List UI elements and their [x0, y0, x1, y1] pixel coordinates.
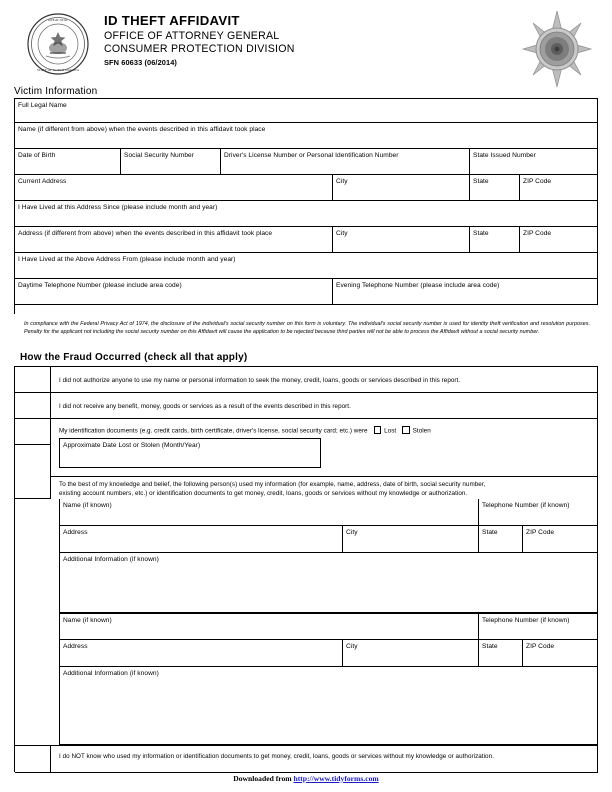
svg-text:STATE OF NORTH DAKOTA: STATE OF NORTH DAKOTA [36, 68, 80, 72]
label-current-zip: ZIP Code [523, 177, 552, 185]
field-lived-at-above-address-from[interactable] [15, 253, 598, 279]
label-approximate-date-lost-or-stolen: Approximate Date Lost or Stolen (Month/Year) [63, 441, 201, 449]
statement-2-cell [51, 393, 598, 419]
person-2-field-state[interactable] [479, 640, 523, 667]
label-current-city: City [336, 177, 348, 185]
label-lost: Lost [384, 427, 397, 435]
statement-5-text: I do NOT know who used my information or identification documents to get money, credit, loans, goods or services without my knowledge or authorization. [59, 753, 494, 760]
statement-3-label: My identification documents (e.g. credit cards, birth certificate, driver's license, social security card; etc.) were [59, 427, 368, 435]
statement-4-line-2: existing account numbers, etc.) or identification documents to get money, credit, loans, goods or services without my knowledge or authorization. [59, 490, 468, 497]
label-person-1-state: State [482, 528, 498, 536]
label-full-legal-name: Full Legal Name [18, 101, 67, 109]
statement-4-cell [51, 477, 598, 499]
label-person-1-additional-information: Additional Information (if known) [63, 555, 159, 563]
field-lived-at-address-since[interactable] [15, 201, 598, 227]
statement-1-text: I did not authorize anyone to use my name or personal information to seek the money, credit, loans, goods or services described in this report. [59, 377, 461, 384]
label-state-issued-number: State Issued Number [473, 151, 536, 159]
field-current-address[interactable] [15, 175, 333, 201]
person-2-field-additional-information[interactable] [59, 667, 598, 745]
label-person-1-city: City [346, 528, 358, 536]
field-daytime-telephone[interactable] [15, 279, 333, 305]
label-person-2-address: Address [63, 642, 88, 650]
field-current-city[interactable] [333, 175, 470, 201]
label-current-state: State [473, 177, 489, 185]
header-title-block [104, 14, 504, 68]
label-lived-at-above-address-from: I Have Lived at the Above Address From (please include month and year) [18, 255, 236, 263]
form-number: SFN 60633 (06/2014) [104, 58, 177, 67]
label-person-2-name: Name (if known) [63, 616, 112, 624]
field-approximate-date-lost-or-stolen[interactable] [59, 438, 321, 468]
checkbox-cell-statement-4[interactable] [15, 477, 51, 499]
page-title: ID THEFT AFFIDAVIT [104, 13, 240, 28]
footer-prefix: Downloaded from [233, 774, 294, 783]
footer-attribution [0, 774, 612, 783]
label-person-2-zip: ZIP Code [526, 642, 555, 650]
label-alternate-address: Address (if different from above) when the events described in this affidavit took place [18, 229, 273, 237]
label-person-2-state: State [482, 642, 498, 650]
checkbox-stolen[interactable] [402, 426, 410, 434]
statement-5-cell [51, 745, 598, 773]
field-social-security-number[interactable] [121, 149, 221, 175]
label-alternate-state: State [473, 229, 489, 237]
label-social-security-number: Social Security Number [124, 151, 194, 159]
privacy-act-notice: In compliance with the Federal Privacy Act of 1974, the disclosure of the individual's social security number on this form is voluntary. The individual's social security number is used for identity theft verification and resolution purposes. Penalty for the applicant not including the social security number on this Affidavit will cause the application to be rejected because third parties will not be able to process the Affidavit without a social security number. [24, 321, 590, 336]
statement-3-cell [51, 419, 598, 477]
checkbox-cell-statement-3-spacer [15, 445, 51, 477]
document-header [0, 0, 612, 86]
person-2-field-zip[interactable] [523, 640, 598, 667]
checkbox-cell-statement-1[interactable] [15, 367, 51, 393]
field-alternate-name[interactable] [15, 123, 598, 149]
checkbox-lost[interactable] [374, 426, 382, 434]
person-2-field-name[interactable] [59, 613, 479, 640]
svg-text:GREAT SEAL: GREAT SEAL [47, 18, 69, 22]
footer-url[interactable]: http://www.tidyforms.com [293, 774, 379, 783]
label-alternate-name: Name (if different from above) when the events described in this affidavit took place [18, 125, 266, 133]
person-1-field-state[interactable] [479, 526, 523, 553]
field-alternate-zip[interactable] [520, 227, 598, 253]
person-1-field-additional-information[interactable] [59, 553, 598, 613]
label-evening-telephone: Evening Telephone Number (please include area code) [336, 281, 500, 289]
agency-line-1: OFFICE OF ATTORNEY GENERAL [104, 30, 280, 42]
label-person-1-telephone: Telephone Number (if known) [482, 501, 570, 509]
field-current-zip[interactable] [520, 175, 598, 201]
field-date-of-birth[interactable] [15, 149, 121, 175]
label-alternate-city: City [336, 229, 348, 237]
state-seal-icon [26, 12, 90, 76]
checkbox-cell-statement-5[interactable] [15, 745, 51, 773]
fraud-occurrence-table [14, 366, 598, 772]
checkbox-cell-statement-3[interactable] [15, 419, 51, 445]
person-2-field-city[interactable] [343, 640, 479, 667]
person-1-field-zip[interactable] [523, 526, 598, 553]
label-person-1-zip: ZIP Code [526, 528, 555, 536]
field-drivers-license-number[interactable] [221, 149, 470, 175]
label-daytime-telephone: Daytime Telephone Number (please include area code) [18, 281, 182, 289]
field-alternate-state[interactable] [470, 227, 520, 253]
label-lived-at-address-since: I Have Lived at this Address Since (please include month and year) [18, 203, 218, 211]
label-person-2-telephone: Telephone Number (if known) [482, 616, 570, 624]
agency-line-2: CONSUMER PROTECTION DIVISION [104, 43, 295, 55]
label-current-address: Current Address [18, 177, 67, 185]
statement-2-text: I did not receive any benefit, money, goods or services as a result of the events described in this report. [59, 403, 351, 410]
field-current-state[interactable] [470, 175, 520, 201]
law-enforcement-star-badge-icon [521, 10, 593, 88]
field-state-issued-number[interactable] [470, 149, 598, 175]
section-heading-how-fraud-occurred: How the Fraud Occurred (check all that apply) [20, 352, 248, 363]
person-1-field-city[interactable] [343, 526, 479, 553]
checkbox-cell-statement-2[interactable] [15, 393, 51, 419]
label-person-2-city: City [346, 642, 358, 650]
label-date-of-birth: Date of Birth [18, 151, 56, 159]
label-stolen: Stolen [412, 427, 431, 435]
person-2-field-address[interactable] [59, 640, 343, 667]
statement-1-cell [51, 367, 598, 393]
statement-3-text [51, 419, 597, 436]
statement-4-line-1: To the best of my knowledge and belief, the following person(s) used my information (for example, name, address, date of birth, social security number, [59, 481, 486, 488]
victim-information-table [14, 98, 598, 314]
label-person-1-name: Name (if known) [63, 501, 112, 509]
label-drivers-license-number: Driver's License Number or Personal Identification Number [224, 151, 399, 159]
person-1-field-name[interactable] [59, 499, 479, 526]
label-person-2-additional-information: Additional Information (if known) [63, 669, 159, 677]
person-1-field-address[interactable] [59, 526, 343, 553]
field-alternate-city[interactable] [333, 227, 470, 253]
person-1-field-telephone[interactable] [479, 499, 598, 526]
label-alternate-zip: ZIP Code [523, 229, 552, 237]
label-person-1-address: Address [63, 528, 88, 536]
field-full-legal-name[interactable] [15, 99, 598, 123]
person-2-field-telephone[interactable] [479, 613, 598, 640]
field-evening-telephone[interactable] [333, 279, 598, 305]
statement-4-spacer-left [15, 499, 51, 745]
section-heading-victim-information: Victim Information [14, 86, 98, 97]
field-alternate-address[interactable] [15, 227, 333, 253]
